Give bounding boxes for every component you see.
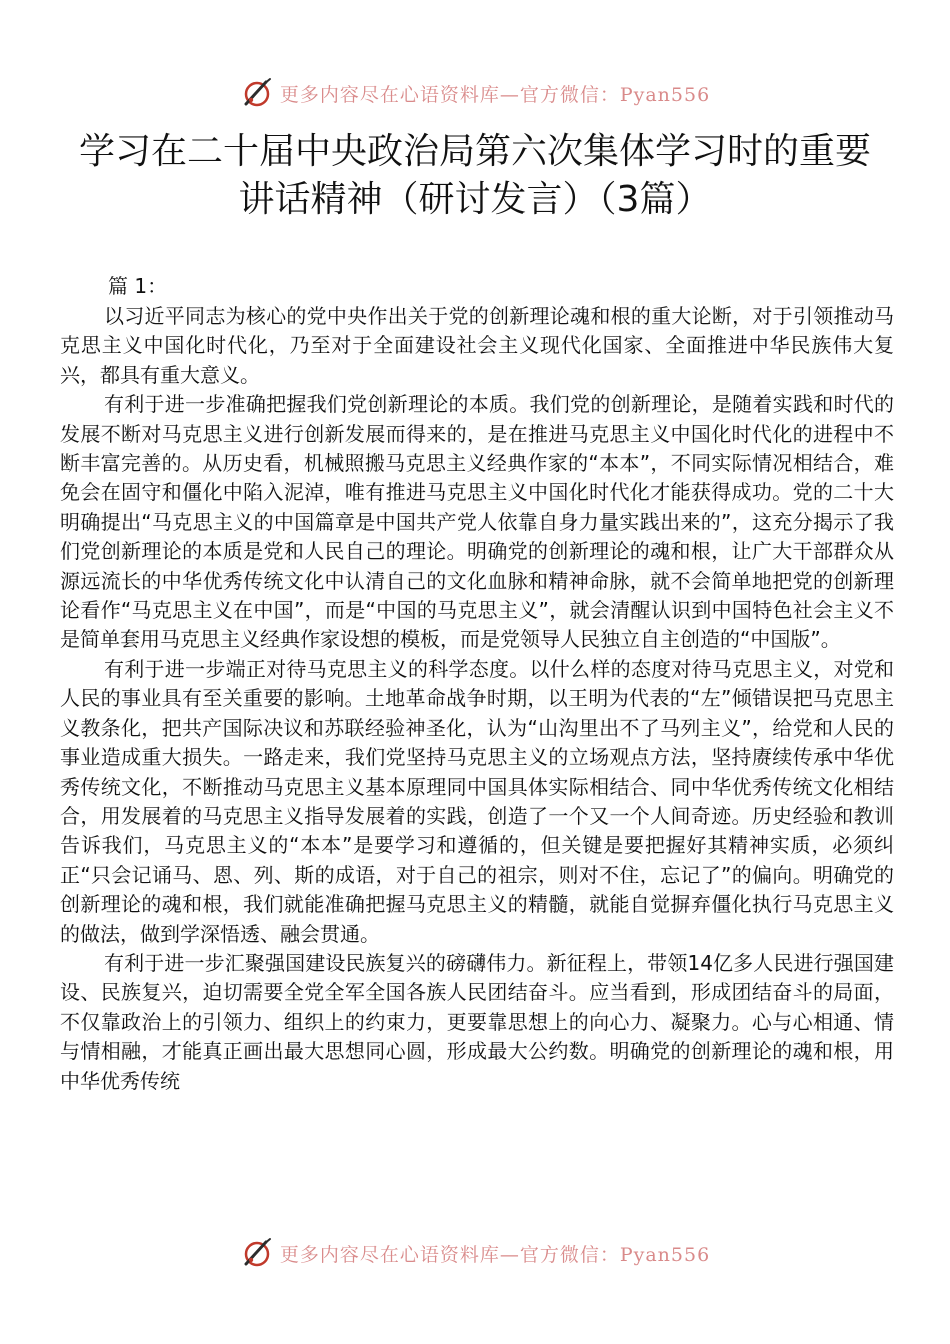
watermark-site: 更多内容尽在心语资料库 — [279, 83, 500, 106]
brush-logo-icon — [240, 76, 274, 110]
section-label: 篇 1： — [108, 274, 168, 298]
document-body — [60, 272, 894, 1096]
title-line-1: 学习在二十届中央政治局第六次集体学习时的重要 — [78, 131, 871, 172]
watermark-text — [280, 1240, 710, 1267]
paragraph: 以习近平同志为核心的党中央作出关于党的创新理论魂和根的重大论断，对于引领推动马克思主义中国化时代化，乃至对于全面建设社会主义现代化国家、全面推进中华民族伟大复兴，都具有重大意义。 — [60, 304, 894, 387]
watermark-wechat: 官方微信：Pyan556 — [519, 83, 711, 106]
paragraph: 有利于进一步端正对待马克思主义的科学态度。以什么样的态度对待马克思主义，对党和人民的事业具有至关重要的影响。土地革命战争时期，以王明为代表的“左”倾错误把马克思主义教条化，把共产国际决议和苏联经验神圣化，认为“山沟里出不了马列主义”，给党和人民的事业造成重大损失。一路走来，我们党坚持马克思主义的立场观点方法，坚持赓续传承中华优秀传统文化，不断推动马克思主义基本原理同中国具体实际相结合、同中华优秀传统文化相结合，用发展着的马克思主义指导发展着的实践，创造了一个又一个人间奇迹。历史经验和教训告诉我们，马克思主义的“本本”是要学习和遵循的，但关键是要把握好其精神实质，必须纠正“只会记诵马、恩、列、斯的成语，对于自己的祖宗，则对不住，忘记了”的偏向。明确党的创新理论的魂和根，我们就能准确把握马克思主义的精髓，就能自觉摒弃僵化执行马克思主义的做法，做到学深悟透、融会贯通。 — [60, 656, 894, 946]
watermark-separator: — — [499, 83, 520, 106]
brush-logo-icon — [240, 1236, 274, 1270]
document-title — [40, 128, 910, 224]
title-line-2: 讲话精神（研讨发言）（3篇） — [238, 179, 712, 220]
watermark-banner-top — [0, 76, 950, 110]
paragraph: 有利于进一步准确把握我们党创新理论的本质。我们党的创新理论，是随着实践和时代的发展不断对马克思主义进行创新发展而得来的，是在推进马克思主义中国化时代化的进程中不断丰富完善的。从历史看，机械照搬马克思主义经典作家的“本本”，不同实际情况相结合，难免会在固守和僵化中陷入泥淖，唯有推进马克思主义中国化时代化才能获得成功。党的二十大明确提出“马克思主义的中国篇章是中国共产党人依靠自身力量实践出来的”，这充分揭示了我们党创新理论的本质是党和人民自己的理论。明确党的创新理论的魂和根，让广大干部群众从源远流长的中华优秀传统文化中认清自己的文化血脉和精神命脉，就不会简单地把党的创新理论看作“马克思主义在中国”，而是“中国的马克思主义”，就会清醒认识到中国特色社会主义不是简单套用马克思主义经典作家设想的模板，而是党领导人民独立自主创造的“中国版”。 — [60, 392, 894, 652]
watermark-banner-bottom — [0, 1236, 950, 1270]
watermark-site: 更多内容尽在心语资料库 — [279, 1243, 500, 1266]
watermark-text — [280, 80, 710, 107]
watermark-separator: — — [499, 1243, 520, 1266]
paragraph: 有利于进一步汇聚强国建设民族复兴的磅礴伟力。新征程上，带领14亿多人民进行强国建设、民族复兴，迫切需要全党全军全国各族人民团结奋斗。应当看到，形成团结奋斗的局面，不仅靠政治上的引领力、组织上的约束力，更要靠思想上的向心力、凝聚力。心与心相通、情与情相融，才能真正画出最大思想同心圆，形成最大公约数。明确党的创新理论的魂和根，用中华优秀传统 — [60, 950, 894, 1093]
watermark-wechat: 官方微信：Pyan556 — [519, 1243, 711, 1266]
